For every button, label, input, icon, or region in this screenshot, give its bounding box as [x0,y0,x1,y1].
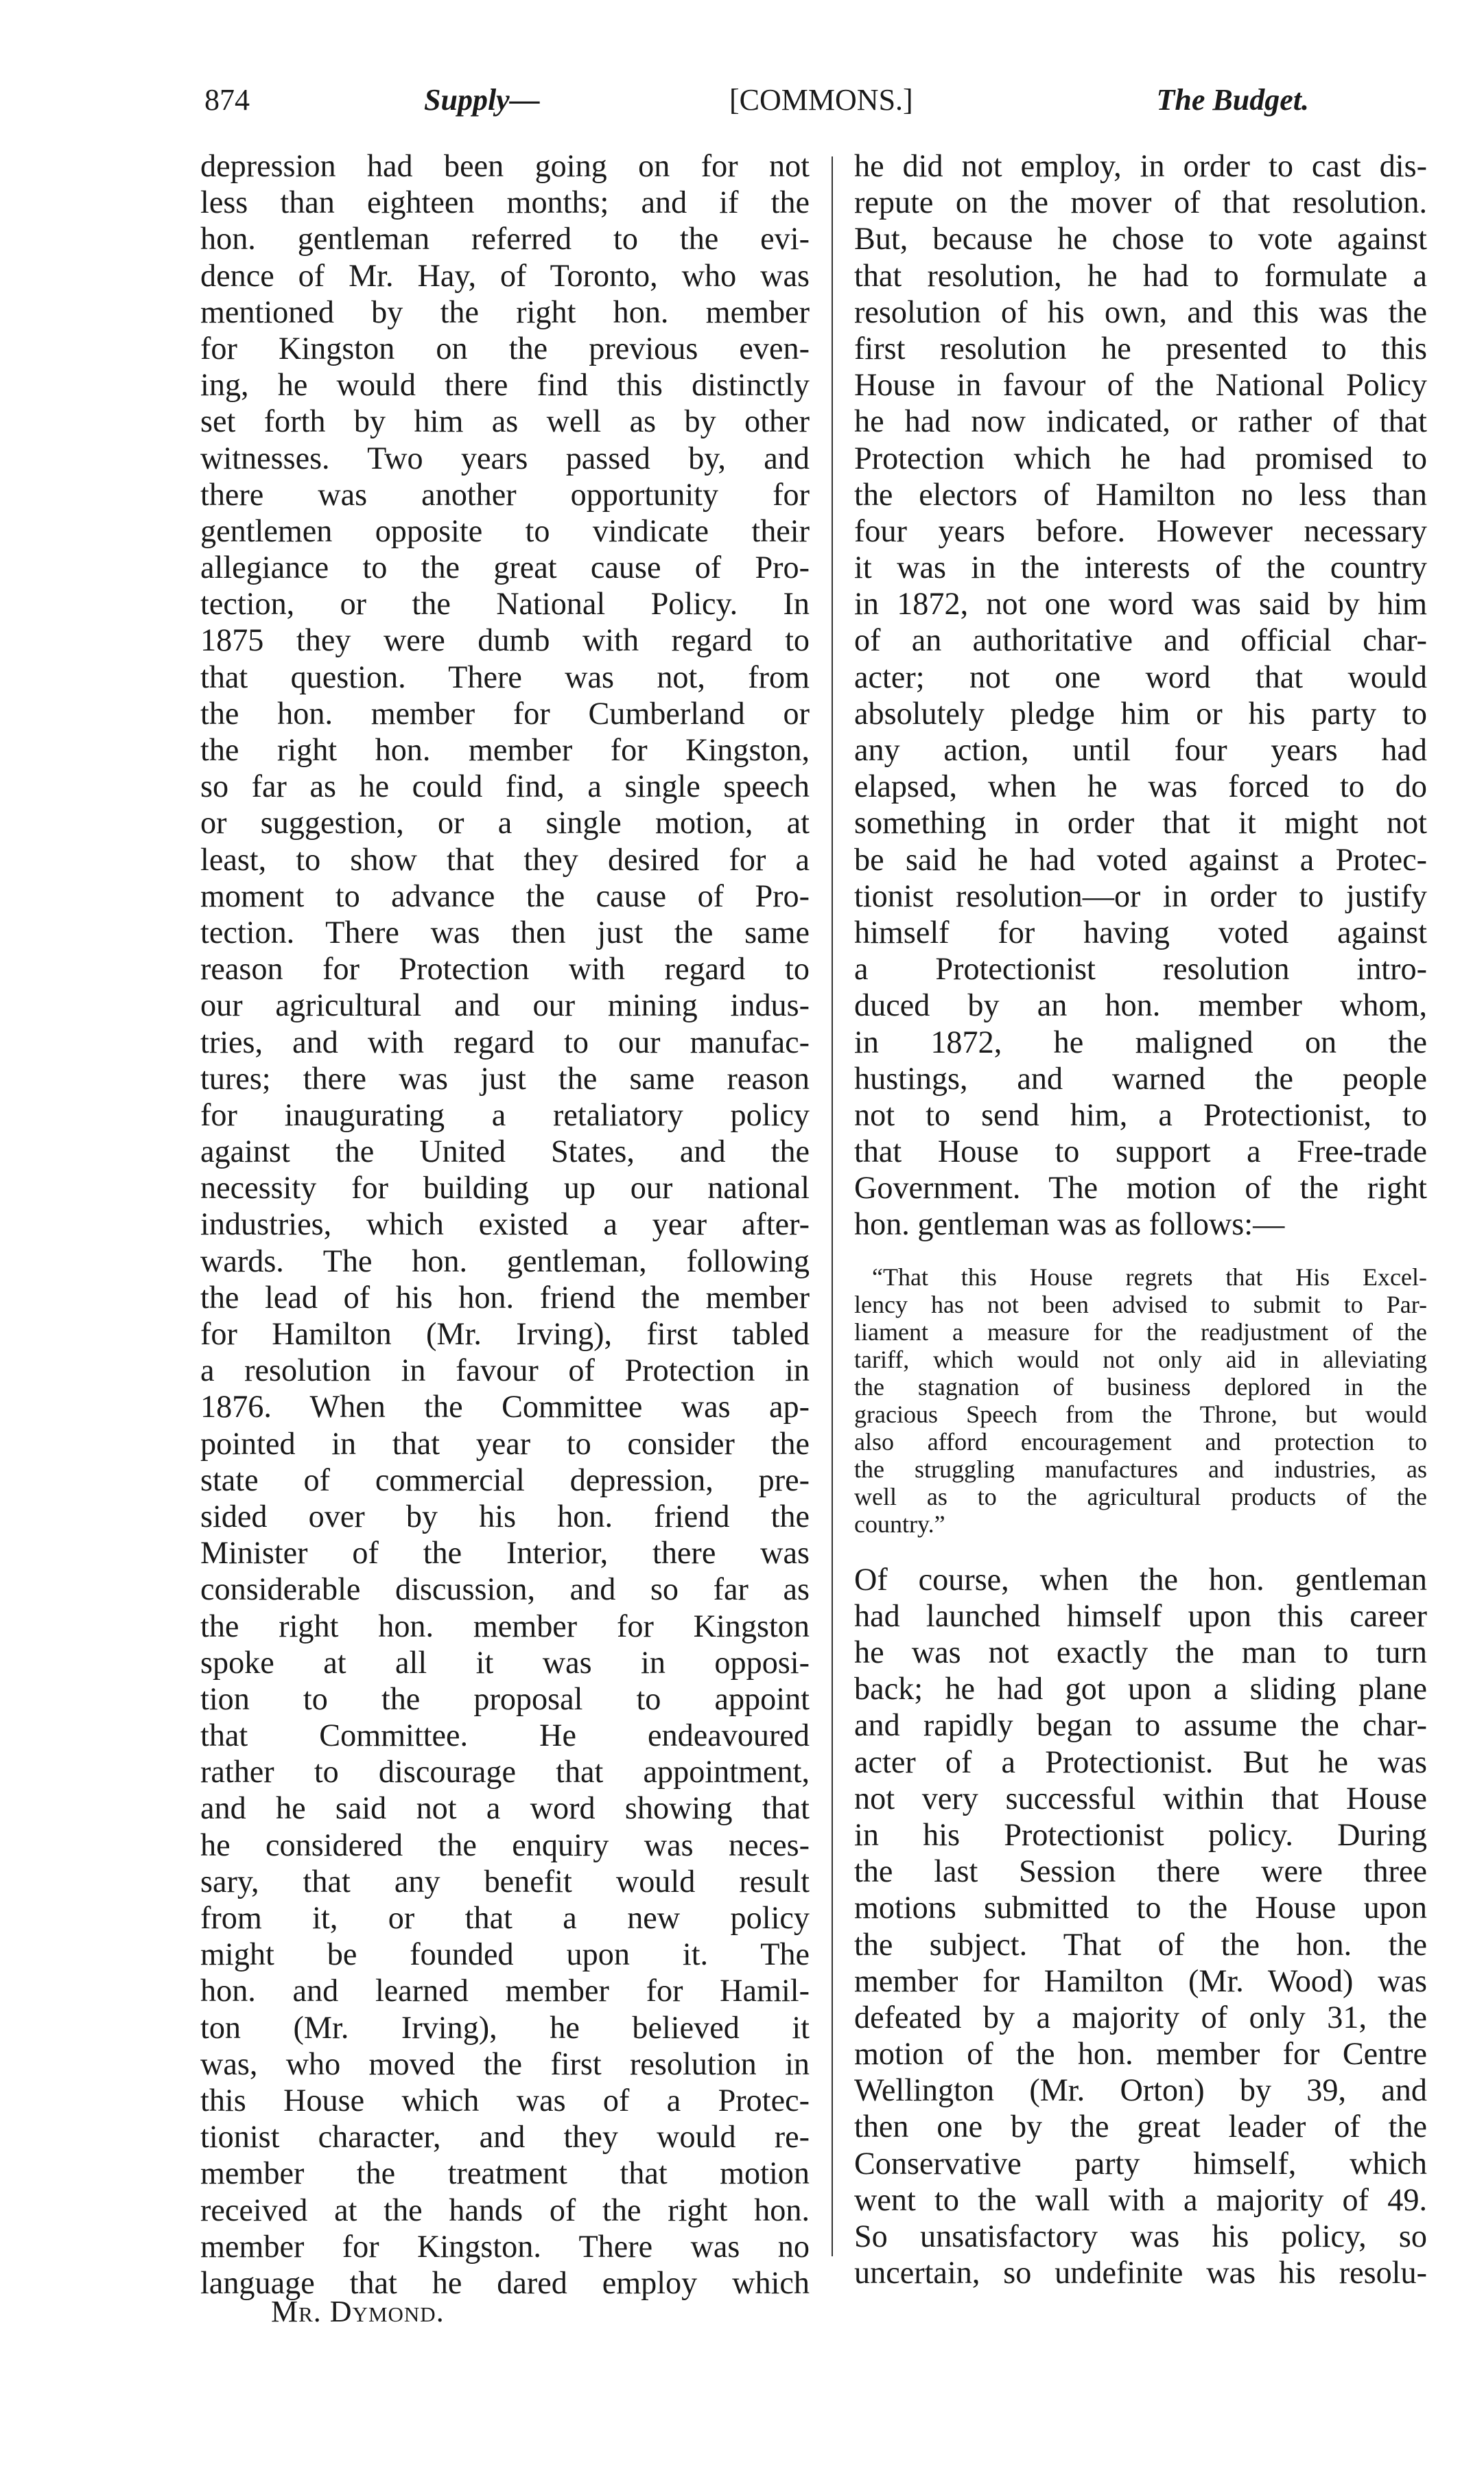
text-line: 1876. When the Committee was ap- [200,1389,810,1425]
text-line: a resolution in favour of Protection in [200,1353,810,1388]
text-line: tures; there was just the same reason [200,1060,810,1096]
text-line: be said he had voted against a Protec- [854,841,1427,877]
text-line: House in favour of the National Policy [854,367,1427,403]
left-column [200,148,810,2301]
text-line: industries, which existed a year after- [200,1206,810,1242]
text-line: language that he dared employ which [200,2265,810,2300]
text-line: something in order that it might not [854,805,1427,841]
text-line: So unsatisfactory was his policy, so [854,2219,1427,2254]
text-line: the right hon. member for Kingston [200,1608,810,1643]
text-line: was, who moved the first resolution in [200,2046,810,2081]
text-line: not to send him, a Protectionist, to [854,1097,1427,1132]
text-line: in 1872, he maligned on the [854,1024,1427,1060]
right-column [854,148,1427,2291]
text-line: wards. The hon. gentleman, following [200,1243,810,1278]
text-line: tection. There was then just the same [200,914,810,950]
text-line: tection, or the National Policy. In [200,586,810,622]
text-line: there was another opportunity for [200,476,810,512]
text-line: so far as he could find, a single speech [200,769,810,804]
text-line: himself for having voted against [854,914,1427,950]
text-line: back; he had got upon a sliding plane [854,1671,1427,1707]
text-line: repute on the mover of that resolution. [854,185,1427,220]
text-line: gentlemen opposite to vindicate their [200,513,810,548]
speaker-signature: Mr. Dymond. [271,2295,445,2328]
text-line: that question. There was not, from [200,659,810,694]
text-line: sary, that any benefit would result [200,1863,810,1899]
text-line: the right hon. member for Kingston, [200,732,810,767]
text-line: “That this House regrets that His Excel- [872,1263,1427,1291]
text-line: least, to show that they desired for a [200,841,810,877]
text-line: reason for Protection with regard to [200,951,810,987]
text-line: hustings, and warned the people [854,1060,1427,1096]
text-line: might be founded upon it. The [200,1937,810,1972]
text-line: and he said not a word showing that [200,1790,810,1826]
running-title-center: [COMMONS.] [729,83,913,117]
text-line: that House to support a Free-trade [854,1134,1427,1169]
text-line: in his Protectionist policy. During [854,1816,1427,1852]
text-line: the lead of his hon. friend the member [200,1279,810,1315]
text-line: acter; not one word that would [854,659,1427,694]
text-line: But, because he chose to vote against [854,221,1427,257]
text-line: liament a measure for the readjustment of the [854,1318,1427,1346]
text-line: tionist character, and they would re- [200,2119,810,2155]
text-line: moment to advance the cause of Pro- [200,878,810,913]
text-line: tries, and with regard to our manufac- [200,1024,810,1060]
text-line: Minister of the Interior, there was [200,1535,810,1571]
text-line: from it, or that a new policy [200,1900,810,1935]
text-line: he did not employ, in order to cast dis- [854,148,1427,183]
text-line: he was not exactly the man to turn [854,1635,1427,1670]
text-line: against the United States, and the [200,1134,810,1169]
text-line: a Protectionist resolution intro- [854,951,1427,987]
page-number: 874 [204,83,250,117]
text-line: country.” [854,1510,945,1538]
text-line: hon. gentleman was as follows:— [854,1206,1285,1242]
text-line: motion of the hon. member for Centre [854,2036,1427,2072]
text-line: set forth by him as well as by other [200,403,810,439]
text-line: any action, until four years had [854,732,1427,767]
text-line: also afford encouragement and protection to [854,1427,1427,1455]
text-line: state of commercial depression, pre- [200,1462,810,1497]
text-line: member for Hamilton (Mr. Wood) was [854,1963,1427,1998]
text-line: tion to the proposal to appoint [200,1681,810,1716]
text-line: hon. and learned member for Hamil- [200,1973,810,2009]
text-line: ton (Mr. Irving), he believed it [200,2009,810,2045]
text-line: received at the hands of the right hon. [200,2192,810,2227]
text-line: depression had been going on for not [200,148,810,183]
text-line: motions submitted to the House upon [854,1890,1427,1926]
text-line: ing, he would there find this distinctly [200,367,810,403]
text-line: elapsed, when he was forced to do [854,769,1427,804]
quoted-motion [854,1263,1427,1538]
text-line: went to the wall with a majority of 49. [854,2181,1427,2217]
text-line: the struggling manufactures and industries, as [854,1455,1427,1483]
text-line: defeated by a majority of only 31, the [854,1999,1427,2035]
text-line: gracious Speech from the Throne, but would [854,1400,1427,1428]
text-line: witnesses. Two years passed by, and [200,440,810,476]
text-line: Protection which he had promised to [854,440,1427,476]
text-line: this House which was of a Protec- [200,2082,810,2118]
page-header [204,82,1309,130]
text-line: dence of Mr. Hay, of Toronto, who was [200,257,810,293]
text-line: tariff, which would not only aid in alleviating [854,1345,1427,1373]
running-title-right: The Budget. [1156,83,1309,117]
text-line: for inaugurating a retaliatory policy [200,1097,810,1132]
text-line: uncertain, so undefinite was his resolu- [854,2255,1427,2291]
column-divider [832,156,833,2256]
text-line: the electors of Hamilton no less than [854,476,1427,512]
text-line: tionist resolution—or in order to justify [854,878,1427,913]
text-line: Conservative party himself, which [854,2145,1427,2181]
text-line: Government. The motion of the right [854,1170,1427,1206]
text-line: the last Session there were three [854,1853,1427,1889]
text-line: in 1872, not one word was said by him [854,586,1427,622]
text-line: had launched himself upon this career [854,1598,1427,1633]
text-line: less than eighteen months; and if the [200,185,810,220]
text-line: the stagnation of business deplored in the [854,1372,1427,1401]
text-line: and rapidly began to assume the char- [854,1707,1427,1743]
text-line: 1875 they were dumb with regard to [200,622,810,658]
text-line: lency has not been advised to submit to Par- [854,1290,1427,1318]
text-line: that Committee. He endeavoured [200,1718,810,1753]
text-line: resolution of his own, and this was the [854,294,1427,329]
running-title-left: Supply— [424,83,540,117]
text-line: sided over by his hon. friend the [200,1498,810,1534]
text-line: pointed in that year to consider the [200,1425,810,1461]
text-line: or suggestion, or a single motion, at [200,805,810,841]
text-line: mentioned by the right hon. member [200,294,810,329]
text-line: absolutely pledge him or his party to [854,695,1427,731]
text-line: allegiance to the great cause of Pro- [200,550,810,585]
text-line: rather to discourage that appointment, [200,1754,810,1790]
text-line: member the treatment that motion [200,2155,810,2191]
text-line: then one by the great leader of the [854,2109,1427,2144]
text-line: he considered the enquiry was neces- [200,1827,810,1862]
right-column-text-bottom [854,1561,1427,2291]
text-line: first resolution he presented to this [854,330,1427,366]
text-line: considerable discussion, and so far as [200,1571,810,1607]
text-line: for Hamilton (Mr. Irving), first tabled [200,1316,810,1351]
text-line: of an authoritative and official char- [854,622,1427,658]
text-line: acter of a Protectionist. But he was [854,1744,1427,1779]
text-line: for Kingston on the previous even- [200,330,810,366]
text-line: Of course, when the hon. gentleman [854,1561,1427,1597]
text-line: spoke at all it was in opposi- [200,1644,810,1680]
text-line: it was in the interests of the country [854,550,1427,585]
text-line: four years before. However necessary [854,513,1427,548]
text-line: the hon. member for Cumberland or [200,695,810,731]
text-line: member for Kingston. There was no [200,2228,810,2264]
text-line: Wellington (Mr. Orton) by 39, and [854,2072,1427,2108]
text-line: he had now indicated, or rather of that [854,403,1427,439]
text-line: necessity for building up our national [200,1170,810,1206]
text-line: not very successful within that House [854,1780,1427,1816]
text-line: the subject. That of the hon. the [854,1926,1427,1962]
text-line: duced by an hon. member whom, [854,987,1427,1023]
text-line: well as to the agricultural products of the [854,1482,1427,1510]
text-line: that resolution, he had to formulate a [854,257,1427,293]
right-column-text-top [854,148,1427,1243]
text-line: our agricultural and our mining indus- [200,987,810,1023]
text-line: hon. gentleman referred to the evi- [200,221,810,257]
